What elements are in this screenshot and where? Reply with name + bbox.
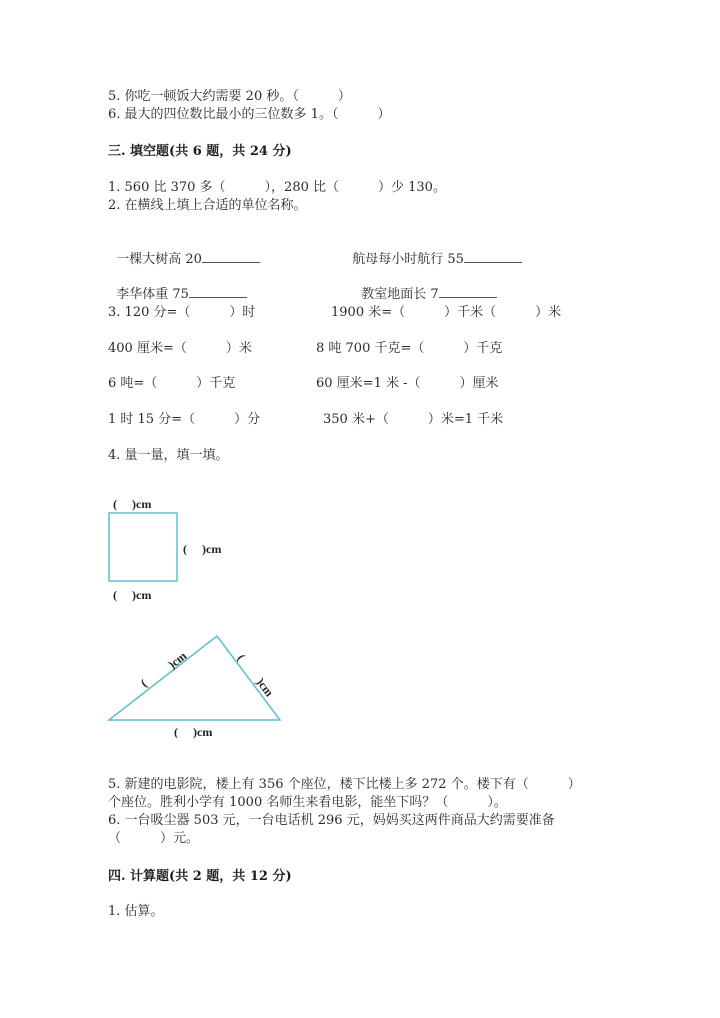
fill-question-6-line-2: （ ）元。 [108,831,200,846]
triangle-bottom-label: ( )cm [174,725,213,739]
triangle-right-label: )cm [253,675,277,700]
triangle-right-open: ( [234,651,249,664]
conversion-left-1: 3. 120 分=（ ）时 [108,305,256,320]
conversion-right-2: 8 吨 700 千克=（ ）千克 [316,341,503,356]
unit-item-label: 教室地面长 7 [361,287,439,302]
section-3-heading: 三. 填空题(共 6 题，共 24 分) [108,144,292,159]
triangle-left-open: ( [137,676,150,690]
conversion-right-1: 1900 米=（ ）千米（ ）米 [331,305,562,320]
conversion-left-4: 1 时 15 分=（ ）分 [108,412,261,427]
unit-item-classroom [353,269,497,303]
judgement-question-5: 5. 你吃一顿饭大约需要 20 秒。（ ） [108,89,351,104]
conversion-left-2: 400 厘米=（ ）米 [108,341,252,356]
conversion-right-4: 350 米+（ ）米=1 千米 [323,412,504,427]
unit-item-label: 航母每小时航行 55 [352,252,464,267]
fill-question-2: 2. 在横线上填上合适的单位名称。 [108,198,307,213]
fill-question-1: 1. 560 比 370 多（ ），280 比（ ）少 130。 [108,180,446,195]
conversion-left-3: 6 吨=（ ）千克 [108,376,236,391]
square-top-label: ( )cm [113,497,152,511]
calc-question-1: 1. 估算。 [108,904,164,919]
unit-item-weight [108,269,247,303]
unit-item-carrier [344,234,522,268]
fill-question-5-line-2: 个座位。胜利小学有 1000 名师生来看电影，能坐下吗？（ ）。 [108,795,507,810]
square-figure [108,512,180,584]
unit-item-label: 李华体重 75 [116,287,189,302]
answer-blank[interactable] [464,250,522,263]
square-right-label: ( )cm [183,542,222,556]
answer-blank[interactable] [202,250,260,263]
conversion-right-3: 60 厘米=1 米 -（ ）厘米 [316,376,499,391]
answer-blank[interactable] [439,285,497,298]
answer-blank[interactable] [189,285,247,298]
judgement-question-6: 6. 最大的四位数比最小的三位数多 1。（ ） [108,107,391,122]
unit-item-tree [108,234,260,268]
section-4-heading: 四. 计算题(共 2 题，共 12 分) [108,869,292,884]
fill-question-5-line-1: 5. 新建的电影院，楼上有 356 个座位，楼下比楼上多 272 个。楼下有（ ） [108,777,581,792]
triangle-left-label: )cm [165,648,190,672]
unit-item-label: 一棵大树高 20 [116,252,202,267]
square-bottom-label: ( )cm [113,588,152,602]
fill-question-4: 4. 量一量，填一填。 [108,448,229,463]
fill-question-6-line-1: 6. 一台吸尘器 503 元，一台电话机 296 元，妈妈买这两件商品大约需要准备 [108,813,555,828]
